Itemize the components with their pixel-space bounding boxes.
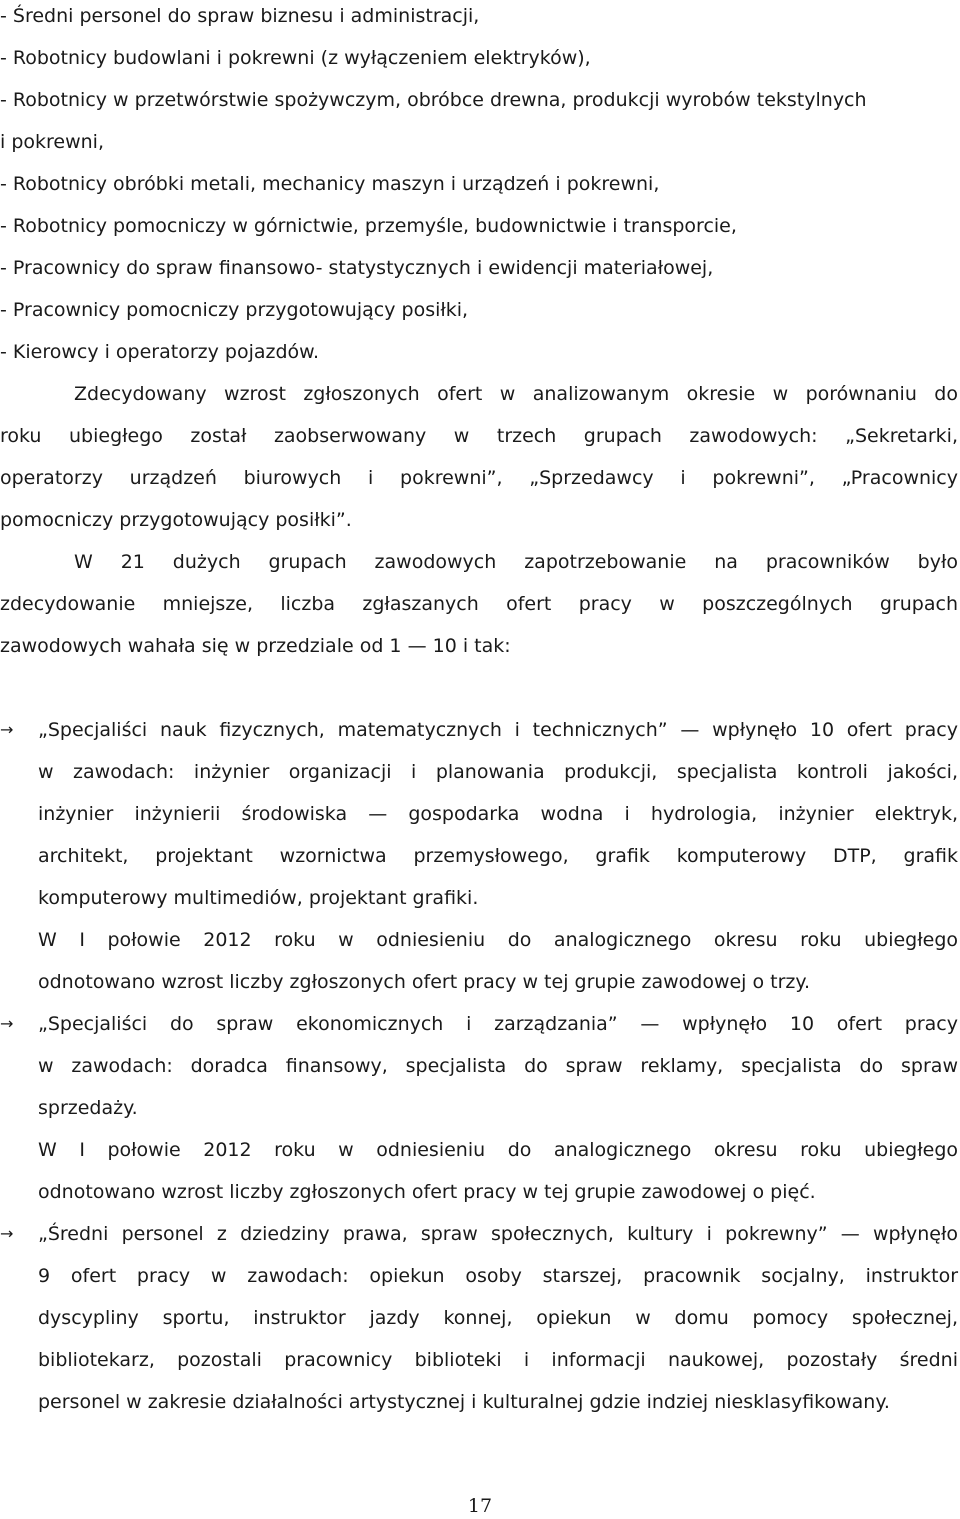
paragraph-line: zdecydowanie mniejsze, liczba zgłaszanych ofert pracy w poszczególnych grupach [0, 593, 958, 615]
list-item: - Pracownicy do spraw finansowo- statystycznych i ewidencji materiałowej, [0, 257, 714, 279]
bullet-line: dyscypliny sportu, instruktor jazdy konnej, opiekun w domu pomocy społecznej, [38, 1307, 958, 1329]
paragraph-line: zawodowych wahała się w przedziale od 1 — 10 i tak: [0, 635, 511, 657]
list-item: - Pracownicy pomocniczy przygotowujący posiłki, [0, 299, 469, 321]
list-item: - Średni personel do spraw biznesu i administracji, [0, 5, 480, 27]
bullet-line: 9 ofert pracy w zawodach: opiekun osoby starszej, pracownik socjalny, instruktor [38, 1265, 958, 1287]
bullet-line: sprzedaży. [38, 1097, 138, 1119]
bullet-line: „Średni personel z dziedziny prawa, spraw społecznych, kultury i pokrewny” — wpłynęło [38, 1223, 958, 1245]
list-item: - Robotnicy obróbki metali, mechanicy maszyn i urządzeń i pokrewni, [0, 173, 660, 195]
list-item: - Robotnicy budowlani i pokrewni (z wyłączeniem elektryków), [0, 47, 591, 69]
bullet-line: odnotowano wzrost liczby zgłoszonych ofert pracy w tej grupie zawodowej o trzy. [38, 971, 810, 993]
list-item: - Robotnicy w przetwórstwie spożywczym, obróbce drewna, produkcji wyrobów tekstylnych [0, 89, 867, 111]
bullet-line: komputerowy multimediów, projektant grafiki. [38, 887, 479, 909]
arrow-icon: → [0, 1224, 14, 1243]
bullet-line: w zawodach: doradca finansowy, specjalista do spraw reklamy, specjalista do spraw [38, 1055, 958, 1077]
bullet-line: „Specjaliści nauk fizycznych, matematycznych i technicznych” — wpłynęło 10 ofert pracy [38, 719, 958, 741]
paragraph-line: W 21 dużych grupach zawodowych zapotrzebowanie na pracowników było [74, 551, 958, 573]
paragraph-line: operatorzy urządzeń biurowych i pokrewni”, „Sprzedawcy i pokrewni”, „Pracownicy [0, 467, 958, 489]
paragraph-line: roku ubiegłego został zaobserwowany w trzech grupach zawodowych: „Sekretarki, [0, 425, 958, 447]
list-item: - Kierowcy i operatorzy pojazdów. [0, 341, 320, 363]
bullet-line: bibliotekarz, pozostali pracownicy biblioteki i informacji naukowej, pozostały średni [38, 1349, 958, 1371]
list-item: - Robotnicy pomocniczy w górnictwie, przemyśle, budownictwie i transporcie, [0, 215, 737, 237]
bullet-line: „Specjaliści do spraw ekonomicznych i zarządzania” — wpłynęło 10 ofert pracy [38, 1013, 958, 1035]
paragraph-line: pomocniczy przygotowujący posiłki”. [0, 509, 352, 531]
bullet-line: architekt, projektant wzornictwa przemysłowego, grafik komputerowy DTP, grafik [38, 845, 958, 867]
arrow-icon: → [0, 720, 14, 739]
page-number: 17 [467, 1495, 493, 1517]
arrow-icon: → [0, 1014, 14, 1033]
list-item: i pokrewni, [0, 131, 104, 153]
bullet-line: inżynier inżynierii środowiska — gospodarka wodna i hydrologia, inżynier elektryk, [38, 803, 958, 825]
bullet-line: personel w zakresie działalności artystycznej i kulturalnej gdzie indziej niesklasyfikowany. [38, 1391, 890, 1413]
paragraph-line: Zdecydowany wzrost zgłoszonych ofert w analizowanym okresie w porównaniu do [74, 383, 958, 405]
bullet-line: w zawodach: inżynier organizacji i planowania produkcji, specjalista kontroli jakości, [38, 761, 958, 783]
bullet-line: W I połowie 2012 roku w odniesieniu do analogicznego okresu roku ubiegłego [38, 1139, 958, 1161]
bullet-line: W I połowie 2012 roku w odniesieniu do analogicznego okresu roku ubiegłego [38, 929, 958, 951]
bullet-line: odnotowano wzrost liczby zgłoszonych ofert pracy w tej grupie zawodowej o pięć. [38, 1181, 816, 1203]
